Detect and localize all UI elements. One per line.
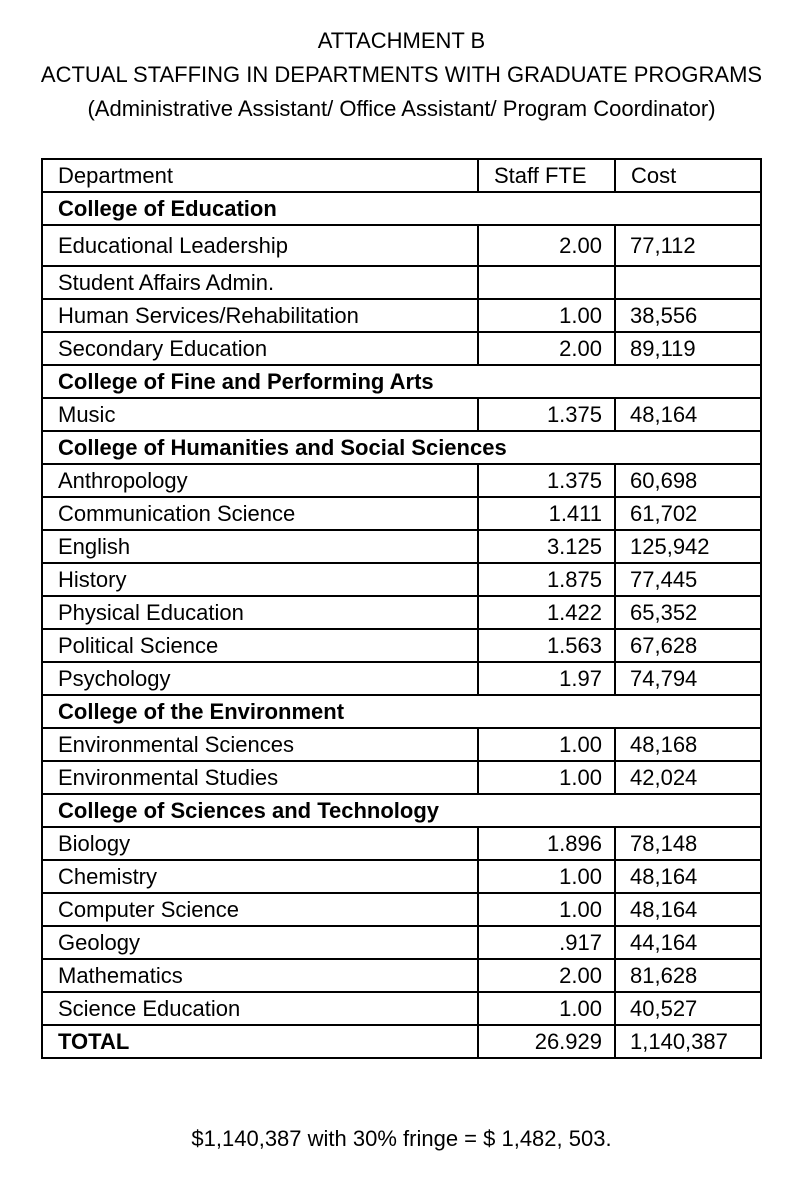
staff-fte-cell: 1.896 [478,827,615,860]
table-row [42,497,761,530]
department-cell: Biology [42,827,478,860]
department-cell: Student Affairs Admin. [42,266,478,299]
college-name: College of Sciences and Technology [42,794,761,827]
staff-fte-cell: 1.00 [478,992,615,1025]
cost-cell: 44,164 [615,926,761,959]
column-header-cost: Cost [615,159,761,192]
cost-cell: 77,445 [615,563,761,596]
staff-fte-cell: 1.563 [478,629,615,662]
column-header-department: Department [42,159,478,192]
document-subtitle: (Administrative Assistant/ Office Assistant/ Program Coordinator) [87,96,716,121]
department-cell: Mathematics [42,959,478,992]
cost-cell: 48,164 [615,860,761,893]
staff-fte-cell: 1.00 [478,299,615,332]
cost-cell: 48,168 [615,728,761,761]
table-row [42,563,761,596]
college-row [42,695,761,728]
table-row [42,860,761,893]
cost-cell: 67,628 [615,629,761,662]
table-row [42,893,761,926]
cost-cell: 48,164 [615,893,761,926]
attachment-label: ATTACHMENT B [317,28,486,53]
staff-fte-cell: .917 [478,926,615,959]
department-cell: History [42,563,478,596]
staffing-table [41,158,762,1059]
table-row [42,926,761,959]
cost-cell: 61,702 [615,497,761,530]
staff-fte-cell: 2.00 [478,959,615,992]
department-cell: Environmental Studies [42,761,478,794]
staff-fte-cell: 1.375 [478,398,615,431]
college-row [42,794,761,827]
staffing-table-body [42,159,761,1058]
college-row [42,431,761,464]
cost-cell: 42,024 [615,761,761,794]
college-row [42,365,761,398]
staff-fte-cell: 1.00 [478,728,615,761]
department-cell: Educational Leadership [42,225,478,266]
table-header-row [42,159,761,192]
staff-fte-cell: 2.00 [478,225,615,266]
table-row [42,225,761,266]
cost-cell: 77,112 [615,225,761,266]
staff-fte-cell: 3.125 [478,530,615,563]
table-row [42,959,761,992]
table-row [42,662,761,695]
department-cell: Political Science [42,629,478,662]
cost-cell: 60,698 [615,464,761,497]
table-row [42,464,761,497]
department-cell: Music [42,398,478,431]
staff-fte-cell: 1.97 [478,662,615,695]
total-row [42,1025,761,1058]
cost-cell: 81,628 [615,959,761,992]
cost-cell [615,266,761,299]
cost-cell: 74,794 [615,662,761,695]
department-cell: Chemistry [42,860,478,893]
staff-fte-cell: 1.411 [478,497,615,530]
cost-cell: 125,942 [615,530,761,563]
table-row [42,266,761,299]
college-name: College of the Environment [42,695,761,728]
document-title: ACTUAL STAFFING IN DEPARTMENTS WITH GRADUATE PROGRAMS [40,62,763,87]
staff-fte-cell: 2.00 [478,332,615,365]
total-staff-fte: 26.929 [478,1025,615,1058]
staff-fte-cell: 1.00 [478,761,615,794]
department-cell: Geology [42,926,478,959]
department-cell: Communication Science [42,497,478,530]
total-label: TOTAL [42,1025,478,1058]
table-row [42,596,761,629]
department-cell: English [42,530,478,563]
table-row [42,299,761,332]
fringe-footnote: $1,140,387 with 30% fringe = $ 1,482, 503. [191,1126,612,1151]
table-row [42,761,761,794]
table-row [42,332,761,365]
table-row [42,728,761,761]
cost-cell: 78,148 [615,827,761,860]
department-cell: Computer Science [42,893,478,926]
department-cell: Psychology [42,662,478,695]
cost-cell: 48,164 [615,398,761,431]
cost-cell: 89,119 [615,332,761,365]
department-cell: Science Education [42,992,478,1025]
table-row [42,827,761,860]
cost-cell: 40,527 [615,992,761,1025]
column-header-staff-fte: Staff FTE [478,159,615,192]
staff-fte-cell: 1.875 [478,563,615,596]
department-cell: Human Services/Rehabilitation [42,299,478,332]
table-row [42,992,761,1025]
department-cell: Environmental Sciences [42,728,478,761]
college-name: College of Fine and Performing Arts [42,365,761,398]
college-row [42,192,761,225]
department-cell: Physical Education [42,596,478,629]
department-cell: Secondary Education [42,332,478,365]
college-name: College of Humanities and Social Sciences [42,431,761,464]
cost-cell: 65,352 [615,596,761,629]
department-cell: Anthropology [42,464,478,497]
staff-fte-cell: 1.422 [478,596,615,629]
college-name: College of Education [42,192,761,225]
table-row [42,398,761,431]
total-cost: 1,140,387 [615,1025,761,1058]
staff-fte-cell: 1.00 [478,893,615,926]
staff-fte-cell: 1.375 [478,464,615,497]
table-row [42,530,761,563]
staff-fte-cell: 1.00 [478,860,615,893]
table-row [42,629,761,662]
cost-cell: 38,556 [615,299,761,332]
staff-fte-cell [478,266,615,299]
